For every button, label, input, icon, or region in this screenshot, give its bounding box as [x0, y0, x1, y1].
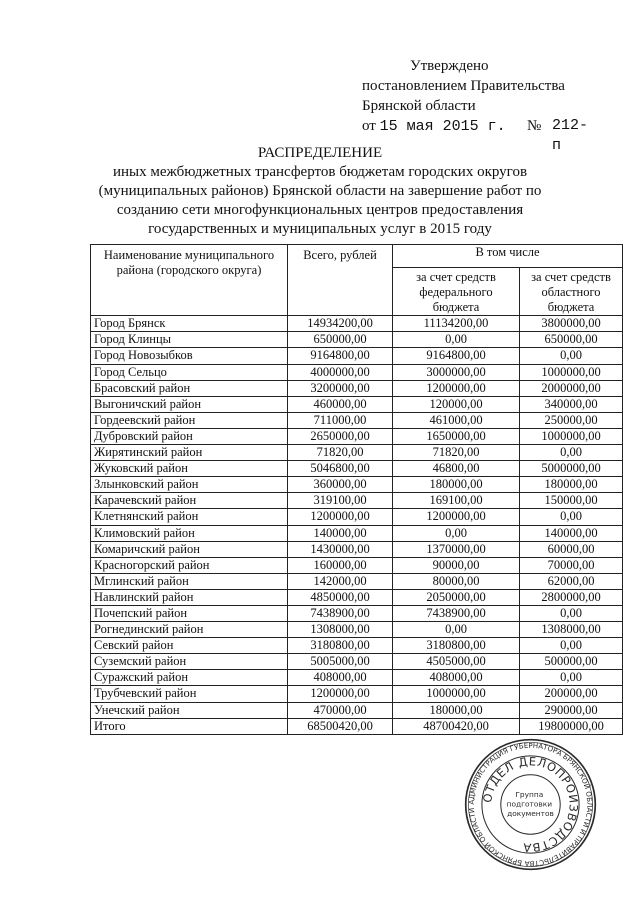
title-line-2: (муниципальных районов) Брянской области на завершение работ по	[98, 183, 542, 199]
row-name: Карачевский район	[91, 493, 288, 509]
row-regional: 62000,00	[520, 573, 623, 589]
row-regional: 500000,00	[520, 654, 623, 670]
header-including: В том числе	[393, 245, 623, 268]
row-regional: 1000000,00	[520, 428, 623, 444]
row-name: Дубровский район	[91, 428, 288, 444]
row-name: Клетнянский район	[91, 509, 288, 525]
row-federal: 0,00	[393, 332, 520, 348]
row-total: 360000,00	[288, 477, 393, 493]
row-regional: 0,00	[520, 445, 623, 461]
row-regional: 140000,00	[520, 525, 623, 541]
table-row	[91, 445, 623, 461]
table-row	[91, 686, 623, 702]
number-label: №	[527, 118, 542, 134]
row-regional: 150000,00	[520, 493, 623, 509]
row-regional: 250000,00	[520, 412, 623, 428]
table-row	[91, 557, 623, 573]
row-federal: 1000000,00	[393, 686, 520, 702]
row-name: Трубчевский район	[91, 686, 288, 702]
table-row	[91, 412, 623, 428]
row-federal: 71820,00	[393, 445, 520, 461]
row-total: 4000000,00	[288, 364, 393, 380]
table-row	[91, 461, 623, 477]
row-regional: 3800000,00	[520, 316, 623, 332]
row-name: Климовский район	[91, 525, 288, 541]
row-federal: 180000,00	[393, 702, 520, 718]
table-row	[91, 670, 623, 686]
row-regional: 2800000,00	[520, 589, 623, 605]
row-regional: 19800000,00	[520, 718, 623, 734]
row-name: Суражский район	[91, 670, 288, 686]
row-total: 14934200,00	[288, 316, 393, 332]
row-regional: 0,00	[520, 638, 623, 654]
table-row	[91, 573, 623, 589]
row-federal: 461000,00	[393, 412, 520, 428]
row-name: Унечский район	[91, 702, 288, 718]
row-federal: 408000,00	[393, 670, 520, 686]
table-row	[91, 380, 623, 396]
row-name: Красногорский район	[91, 557, 288, 573]
row-federal: 0,00	[393, 525, 520, 541]
row-name: Город Сельцо	[91, 364, 288, 380]
row-name: Город Клинцы	[91, 332, 288, 348]
header-name: Наименование муниципального района (городского округа)	[91, 245, 288, 316]
approval-heading: Утверждено	[410, 58, 489, 74]
row-name: Злынковский район	[91, 477, 288, 493]
row-regional: 0,00	[520, 605, 623, 621]
row-federal: 1200000,00	[393, 509, 520, 525]
row-name: Жуковский район	[91, 461, 288, 477]
row-regional: 0,00	[520, 348, 623, 364]
decree-number: 212-п	[552, 117, 589, 154]
decree-date: 15 мая 2015 г.	[379, 118, 506, 135]
row-total: 68500420,00	[288, 718, 393, 734]
row-federal: 0,00	[393, 622, 520, 638]
row-regional: 290000,00	[520, 702, 623, 718]
row-regional: 5000000,00	[520, 461, 623, 477]
row-federal: 4505000,00	[393, 654, 520, 670]
row-name: Суземский район	[91, 654, 288, 670]
row-federal: 46800,00	[393, 461, 520, 477]
row-name: Мглинский район	[91, 573, 288, 589]
row-name: Выгоничский район	[91, 396, 288, 412]
distribution-table	[90, 244, 623, 735]
official-stamp	[463, 737, 598, 872]
table-row	[91, 316, 623, 332]
row-total: 140000,00	[288, 525, 393, 541]
row-regional: 1000000,00	[520, 364, 623, 380]
table-body	[91, 316, 623, 734]
row-total: 460000,00	[288, 396, 393, 412]
row-regional: 0,00	[520, 509, 623, 525]
row-federal: 3180800,00	[393, 638, 520, 654]
table-row	[91, 509, 623, 525]
approval-decree: постановлением Правительства	[362, 78, 565, 94]
table-row	[91, 605, 623, 621]
row-federal: 2050000,00	[393, 589, 520, 605]
row-federal: 169100,00	[393, 493, 520, 509]
row-federal: 9164800,00	[393, 348, 520, 364]
table-row	[91, 332, 623, 348]
title-line-4: государственных и муниципальных услуг в 2015 году	[148, 221, 492, 237]
stamp-seal	[463, 737, 598, 872]
row-name: Навлинский район	[91, 589, 288, 605]
table-row	[91, 541, 623, 557]
row-name: Итого	[91, 718, 288, 734]
approval-block	[362, 56, 589, 154]
table-row	[91, 348, 623, 364]
stamp-center-text: Группа подготовки документов	[506, 790, 554, 818]
row-total: 160000,00	[288, 557, 393, 573]
row-regional: 0,00	[520, 670, 623, 686]
row-total: 9164800,00	[288, 348, 393, 364]
row-total: 3180800,00	[288, 638, 393, 654]
table-row	[91, 589, 623, 605]
table-row	[91, 428, 623, 444]
row-total: 1308000,00	[288, 622, 393, 638]
row-federal: 180000,00	[393, 477, 520, 493]
row-regional: 340000,00	[520, 396, 623, 412]
table-row	[91, 525, 623, 541]
row-name: Город Брянск	[91, 316, 288, 332]
row-total: 711000,00	[288, 412, 393, 428]
row-federal: 120000,00	[393, 396, 520, 412]
title-main: РАСПРЕДЕЛЕНИЕ	[257, 145, 383, 161]
row-total: 4850000,00	[288, 589, 393, 605]
row-total: 470000,00	[288, 702, 393, 718]
row-name: Брасовский район	[91, 380, 288, 396]
row-regional: 1308000,00	[520, 622, 623, 638]
row-total: 5046800,00	[288, 461, 393, 477]
row-total: 408000,00	[288, 670, 393, 686]
row-federal: 90000,00	[393, 557, 520, 573]
row-federal: 11134200,00	[393, 316, 520, 332]
row-name: Севский район	[91, 638, 288, 654]
row-total: 2650000,00	[288, 428, 393, 444]
row-federal: 1650000,00	[393, 428, 520, 444]
row-federal: 1200000,00	[393, 380, 520, 396]
row-total: 1430000,00	[288, 541, 393, 557]
title-line-1: иных межбюджетных трансфертов бюджетам городских округов	[112, 164, 528, 180]
row-name: Комаричский район	[91, 541, 288, 557]
row-total: 1200000,00	[288, 509, 393, 525]
table-row	[91, 718, 623, 734]
stamp-inner-text: ОТДЕЛ ДЕЛОПРОИЗВОДСТВА	[480, 754, 581, 855]
row-total: 3200000,00	[288, 380, 393, 396]
date-prefix: от	[362, 118, 376, 134]
row-total: 650000,00	[288, 332, 393, 348]
row-regional: 200000,00	[520, 686, 623, 702]
row-name: Город Новозыбков	[91, 348, 288, 364]
row-federal: 3000000,00	[393, 364, 520, 380]
row-regional: 180000,00	[520, 477, 623, 493]
row-federal: 7438900,00	[393, 605, 520, 621]
table-row	[91, 702, 623, 718]
stamp-outer-text: АДМИНИСТРАЦИЯ ГУБЕРНАТОРА БРЯНСКОЙ ОБЛАСТИ И ПРАВИТЕЛЬСТВА БРЯНСКОЙ ОБЛАСТИ	[466, 740, 595, 869]
table-row	[91, 477, 623, 493]
row-name: Жирятинский район	[91, 445, 288, 461]
document-title	[60, 144, 580, 239]
row-regional: 60000,00	[520, 541, 623, 557]
row-federal: 80000,00	[393, 573, 520, 589]
table-row	[91, 493, 623, 509]
row-total: 71820,00	[288, 445, 393, 461]
header-regional: за счет средств областного бюджета	[520, 268, 623, 316]
header-total: Всего, рублей	[288, 245, 393, 316]
table-row	[91, 654, 623, 670]
row-federal: 48700420,00	[393, 718, 520, 734]
row-regional: 2000000,00	[520, 380, 623, 396]
table-row	[91, 638, 623, 654]
row-total: 1200000,00	[288, 686, 393, 702]
row-name: Гордеевский район	[91, 412, 288, 428]
table-row	[91, 396, 623, 412]
row-regional: 70000,00	[520, 557, 623, 573]
row-total: 319100,00	[288, 493, 393, 509]
row-federal: 1370000,00	[393, 541, 520, 557]
row-total: 142000,00	[288, 573, 393, 589]
approval-region: Брянской области	[362, 98, 476, 114]
table-row	[91, 622, 623, 638]
row-name: Почепский район	[91, 605, 288, 621]
table-row	[91, 364, 623, 380]
row-name: Рогнединский район	[91, 622, 288, 638]
row-total: 7438900,00	[288, 605, 393, 621]
row-regional: 650000,00	[520, 332, 623, 348]
header-federal: за счет средств федерального бюджета	[393, 268, 520, 316]
title-line-3: созданию сети многофункциональных центров предоставления	[116, 202, 524, 218]
row-total: 5005000,00	[288, 654, 393, 670]
